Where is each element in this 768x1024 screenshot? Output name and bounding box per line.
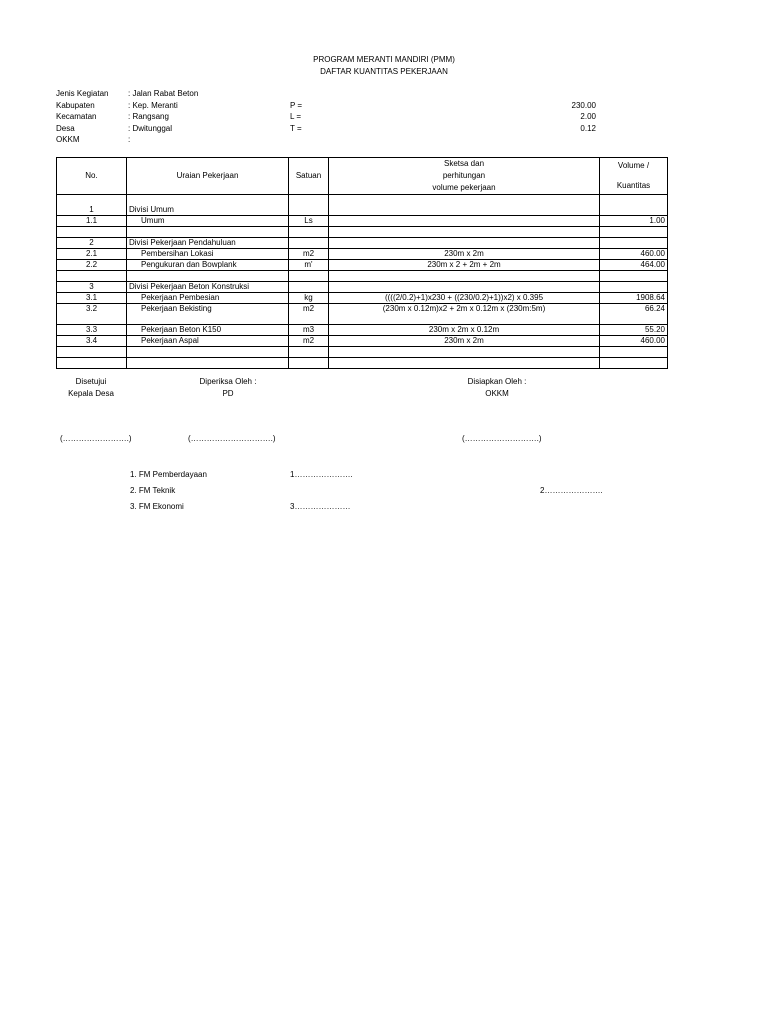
- volume-line-2: Kuantitas: [616, 181, 651, 190]
- cell-uraian: Divisi Pekerjaan Beton Konstruksi: [127, 282, 289, 293]
- cell-volume: 460.00: [600, 336, 668, 347]
- cell-no: [57, 314, 127, 325]
- cell-satuan: m': [289, 260, 329, 271]
- cell-satuan: [289, 205, 329, 216]
- cell-volume: [600, 271, 668, 282]
- cell-sketsa: (230m x 0.12m)x2 + 2m x 0.12m x (230m:5m): [329, 304, 600, 315]
- pd-label: PD: [222, 389, 234, 398]
- table-row: [57, 358, 668, 369]
- sketsa-line-3: volume pekerjaan: [432, 183, 496, 192]
- cell-sketsa: [329, 195, 600, 206]
- sketsa-line-2: perhitungan: [442, 171, 486, 180]
- cell-uraian: [127, 271, 289, 282]
- cell-sketsa: [329, 216, 600, 227]
- cell-satuan: m2: [289, 336, 329, 347]
- table-row: [57, 238, 668, 249]
- info-label: Jenis Kegiatan: [56, 89, 109, 98]
- table-row: [57, 227, 668, 238]
- fm-sign: 1………………….: [290, 470, 353, 479]
- cell-sketsa: 230m x 2m: [329, 336, 600, 347]
- cell-sketsa: [329, 347, 600, 358]
- cell-satuan: [289, 195, 329, 206]
- cell-uraian: Pekerjaan Aspal: [127, 336, 289, 347]
- info-value: : Jalan Rabat Beton: [128, 89, 199, 98]
- fm-label: 2. FM Teknik: [130, 486, 176, 495]
- param-value: 230.00: [571, 101, 596, 110]
- cell-satuan: [289, 282, 329, 293]
- cell-sketsa: [329, 205, 600, 216]
- cell-volume: [600, 227, 668, 238]
- table-row: [57, 336, 668, 347]
- cell-volume: [600, 314, 668, 325]
- table-row: [57, 304, 668, 315]
- table-row: [57, 249, 668, 260]
- cell-satuan: [289, 271, 329, 282]
- cell-uraian: Pekerjaan Beton K150: [127, 325, 289, 336]
- cell-sketsa: 230m x 2 + 2m + 2m: [329, 260, 600, 271]
- fm-sign: 3…………………: [290, 502, 351, 511]
- cell-uraian: Pembersihan Lokasi: [127, 249, 289, 260]
- cell-sketsa: 230m x 2m x 0.12m: [329, 325, 600, 336]
- signature-blank: (……………………….): [462, 434, 542, 443]
- param-label: P =: [290, 101, 303, 110]
- table-row: [57, 293, 668, 304]
- cell-no: 2.2: [57, 260, 127, 271]
- cell-satuan: [289, 347, 329, 358]
- signature-blank: (…………………….): [60, 434, 132, 443]
- info-value: : Kep. Meranti: [128, 101, 178, 110]
- cell-no: 3.3: [57, 325, 127, 336]
- cell-sketsa: [329, 314, 600, 325]
- col-header-uraian: Uraian Pekerjaan: [127, 158, 289, 195]
- col-header-sketsa: [329, 158, 600, 195]
- table-row: [57, 347, 668, 358]
- table-row: [57, 282, 668, 293]
- table-header-row: [57, 158, 668, 195]
- cell-uraian: Pengukuran dan Bowplank: [127, 260, 289, 271]
- cell-no: 1: [57, 205, 127, 216]
- cell-satuan: [289, 358, 329, 369]
- table-row: [57, 195, 668, 206]
- cell-no: 3: [57, 282, 127, 293]
- info-value: :: [128, 135, 131, 144]
- cell-volume: [600, 282, 668, 293]
- cell-no: [57, 271, 127, 282]
- volume-line-1: Volume /: [617, 161, 650, 170]
- table-row: [57, 314, 668, 325]
- cell-volume: [600, 238, 668, 249]
- cell-satuan: m2: [289, 249, 329, 260]
- cell-uraian: [127, 227, 289, 238]
- cell-satuan: Ls: [289, 216, 329, 227]
- cell-volume: [600, 195, 668, 206]
- cell-no: 3.4: [57, 336, 127, 347]
- table-row: [57, 260, 668, 271]
- info-label: Kabupaten: [56, 101, 95, 110]
- param-label: L =: [290, 112, 302, 121]
- cell-volume: 66.24: [600, 304, 668, 315]
- sketsa-line-1: Sketsa dan: [443, 159, 485, 168]
- okkm-label: OKKM: [485, 389, 509, 398]
- table-row: [57, 216, 668, 227]
- cell-sketsa: [329, 238, 600, 249]
- fm-label: 3. FM Ekonomi: [130, 502, 184, 511]
- prepared-label: Disiapkan Oleh :: [467, 377, 527, 386]
- cell-satuan: [289, 238, 329, 249]
- col-header-volume: [600, 158, 668, 195]
- cell-satuan: [289, 314, 329, 325]
- param-label: T =: [290, 124, 302, 133]
- program-title: PROGRAM MERANTI MANDIRI (PMM): [313, 55, 455, 64]
- cell-uraian: [127, 195, 289, 206]
- cell-uraian: [127, 314, 289, 325]
- param-value: 2.00: [580, 112, 596, 121]
- param-value: 0.12: [580, 124, 596, 133]
- cell-no: 2: [57, 238, 127, 249]
- cell-satuan: kg: [289, 293, 329, 304]
- cell-no: [57, 347, 127, 358]
- table-row: [57, 271, 668, 282]
- cell-volume: [600, 347, 668, 358]
- approved-label: Disetujui: [75, 377, 107, 386]
- cell-uraian: Divisi Umum: [127, 205, 289, 216]
- cell-sketsa: [329, 271, 600, 282]
- village-head-label: Kepala Desa: [68, 389, 114, 398]
- cell-no: 3.2: [57, 304, 127, 315]
- cell-uraian: Pekerjaan Pembesian: [127, 293, 289, 304]
- cell-volume: [600, 358, 668, 369]
- quantity-table: [56, 157, 668, 369]
- cell-uraian: [127, 347, 289, 358]
- cell-uraian: Umum: [127, 216, 289, 227]
- table-row: [57, 205, 668, 216]
- cell-no: 3.1: [57, 293, 127, 304]
- cell-uraian: [127, 358, 289, 369]
- info-label: Kecamatan: [56, 112, 97, 121]
- cell-sketsa: 230m x 2m: [329, 249, 600, 260]
- cell-no: [57, 358, 127, 369]
- cell-volume: 464.00: [600, 260, 668, 271]
- info-label: Desa: [56, 124, 75, 133]
- cell-volume: 1908.64: [600, 293, 668, 304]
- col-header-satuan: Satuan: [289, 158, 329, 195]
- cell-no: 1.1: [57, 216, 127, 227]
- list-title: DAFTAR KUANTITAS PEKERJAAN: [320, 67, 448, 76]
- cell-volume: 460.00: [600, 249, 668, 260]
- cell-uraian: Pekerjaan Bekisting: [127, 304, 289, 315]
- cell-uraian: Divisi Pekerjaan Pendahuluan: [127, 238, 289, 249]
- table-row: [57, 325, 668, 336]
- signature-blank: (………………………….): [188, 434, 276, 443]
- checked-label: Diperiksa Oleh :: [199, 377, 257, 386]
- cell-no: [57, 195, 127, 206]
- cell-sketsa: ((((2/0.2)+1)x230 + ((230/0.2)+1))x2) x 0.395: [329, 293, 600, 304]
- cell-sketsa: [329, 227, 600, 238]
- cell-satuan: m2: [289, 304, 329, 315]
- cell-sketsa: [329, 358, 600, 369]
- fm-sign: 2………………….: [540, 486, 603, 495]
- info-value: : Rangsang: [128, 112, 169, 121]
- cell-no: 2.1: [57, 249, 127, 260]
- fm-label: 1. FM Pemberdayaan: [130, 470, 207, 479]
- col-header-no: No.: [57, 158, 127, 195]
- cell-satuan: [289, 227, 329, 238]
- info-label: OKKM: [56, 135, 80, 144]
- cell-no: [57, 227, 127, 238]
- info-value: : Dwitunggal: [128, 124, 173, 133]
- cell-volume: 1.00: [600, 216, 668, 227]
- cell-volume: [600, 205, 668, 216]
- cell-volume: 55.20: [600, 325, 668, 336]
- cell-satuan: m3: [289, 325, 329, 336]
- cell-sketsa: [329, 282, 600, 293]
